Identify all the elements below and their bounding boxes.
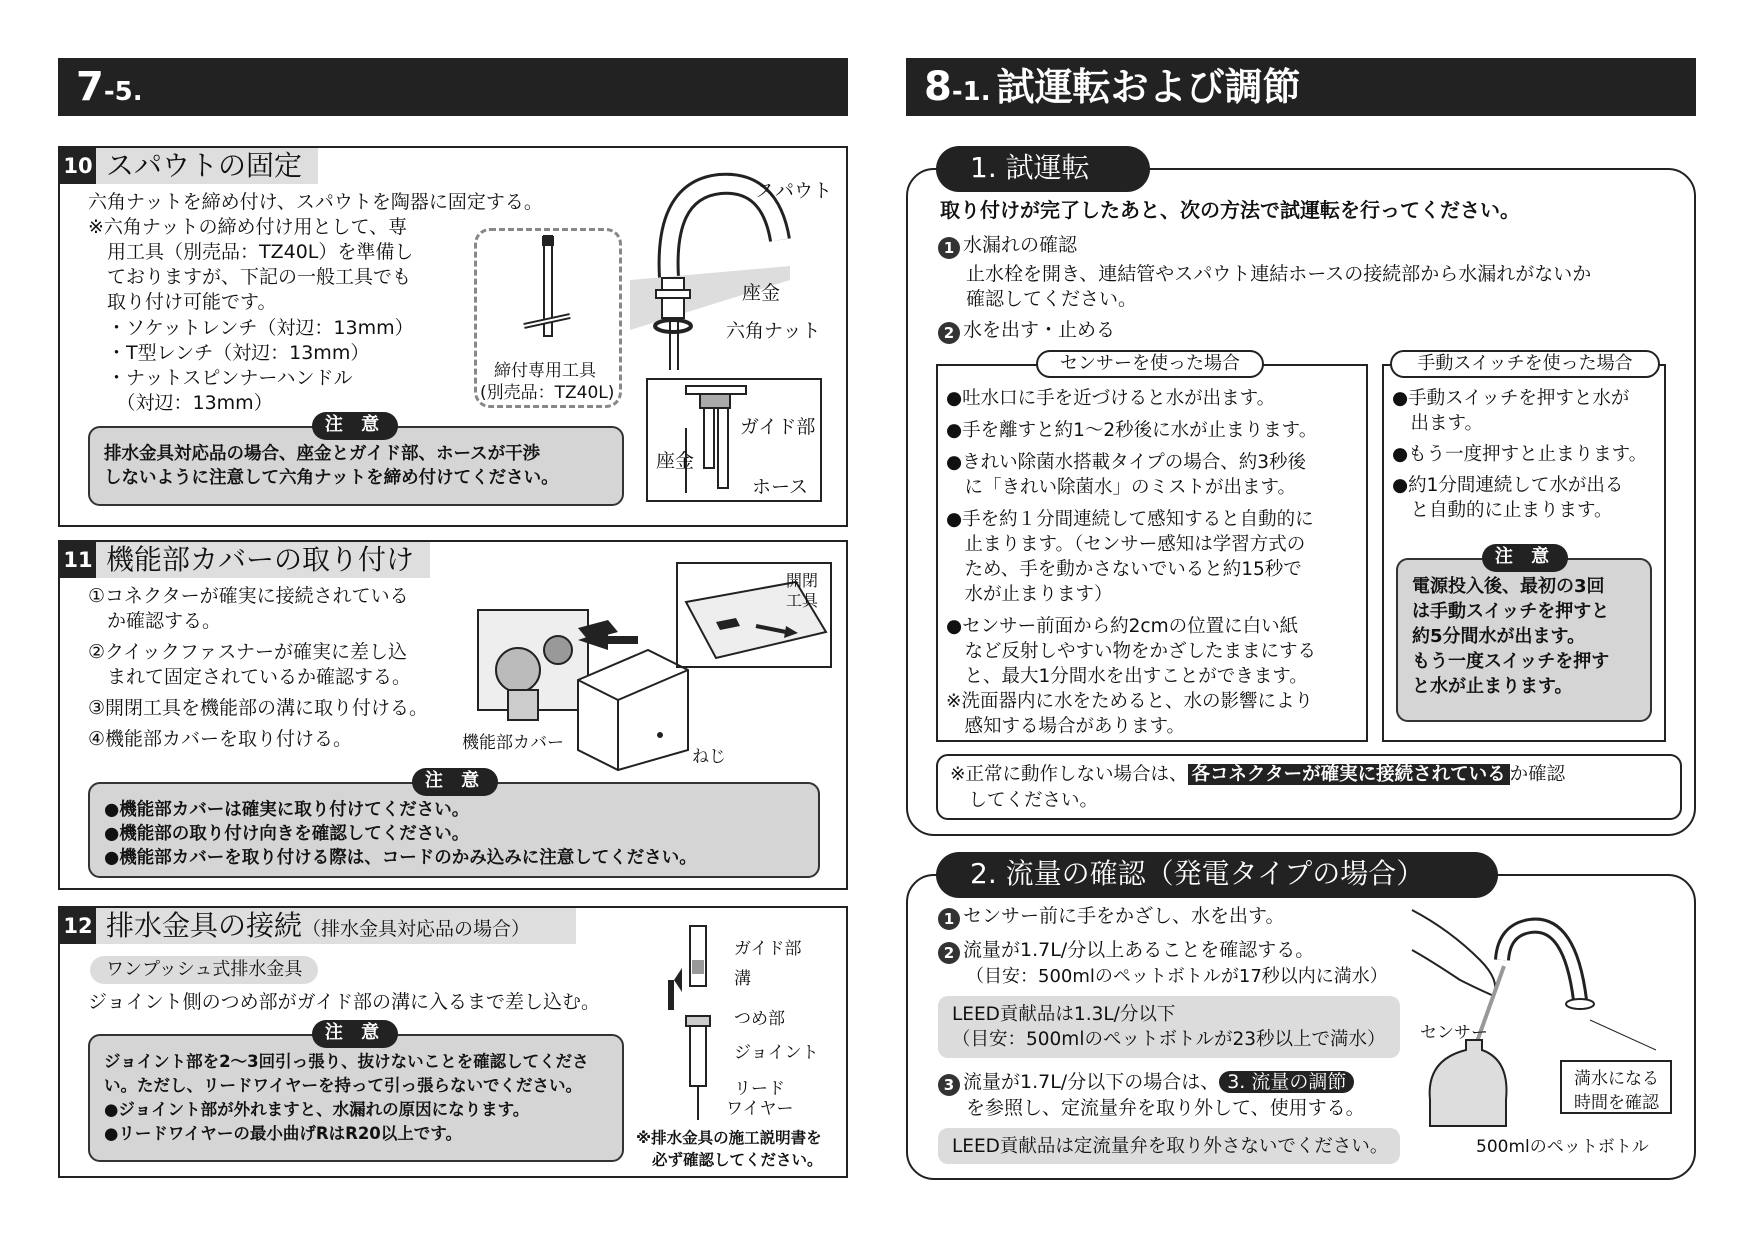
opening-tool-label-2: 工具 [786, 591, 819, 610]
manual-switch-caution [1396, 558, 1652, 722]
trial-step1-line: 止水栓を開き、連結管やスパウト連結ホースの接続部から水漏れがないか [966, 263, 1592, 285]
opening-tool-label-1: 開閉 [786, 571, 819, 590]
hex-nut-label: 六角ナット [726, 320, 821, 342]
s11-step: か確認する。 [88, 610, 222, 632]
flow-step2-text: 流量が1.7L/分以上あることを確認する。 [963, 939, 1315, 961]
trial-note-line2: してください。 [950, 790, 1099, 811]
manual-line: ●手動スイッチを押すと水が [1392, 388, 1630, 409]
leed-box-1 [938, 996, 1400, 1058]
flow-step3-post: を参照し、定流量弁を取り外して、使用する。 [966, 1097, 1365, 1119]
caution-line: 電源投入後、最初の3回 [1412, 576, 1605, 597]
drain-guide-label: ガイド部 [734, 939, 802, 959]
sensor-line: ●手を約１分間連続して感知すると自動的に [946, 509, 1314, 530]
drain-claw-label: つめ部 [734, 1009, 785, 1029]
s10-line: ・ソケットレンチ（対辺：13mm） [88, 317, 414, 339]
left-header-number: 7 [76, 64, 104, 110]
s10-line: 六角ナットを締め付け、スパウトを陶器に固定する。 [88, 191, 543, 213]
washer-label-2: 座金 [656, 450, 695, 472]
flow-check-pill: 2. 流量の確認（発電タイプの場合） [936, 852, 1498, 898]
sensor-line: ●センサー前面から約2cmの位置に白い紙 [946, 616, 1299, 637]
section-11-caution [88, 782, 820, 878]
trial-note-text: ※正常に動作しない場合は、 [950, 764, 1188, 785]
right-header-title: 試運転および調節 [996, 65, 1301, 109]
s11-step: ③開閉工具を機能部の溝に取り付ける。 [88, 697, 429, 719]
step2-title-text: 水を出す・止める [963, 319, 1116, 341]
trial-note-line1 [950, 762, 1565, 787]
leed-box-2: LEED貢献品は定流量弁を取り外さないでください。 [938, 1128, 1400, 1164]
s10-line: 取り付け可能です。 [88, 291, 277, 313]
section-12-title-sub: （排水金具対応品の場合） [302, 918, 531, 940]
function-cover-label: 機能部カバー [462, 733, 564, 753]
tool-label-sub: (別売品：TZ40L) [480, 383, 615, 403]
section-12-subtag: ワンプッシュ式排水金具 [90, 956, 318, 984]
manual-line: と自動的に止まります。 [1392, 500, 1613, 521]
caution-line: 約5分間水が出ます。 [1412, 626, 1586, 647]
s10-line: （対辺：13mm） [88, 392, 273, 414]
section-10-caution-label: 注 意 [312, 412, 398, 440]
right-header-suffix: -1. [951, 77, 991, 107]
manual-switch-tab: 手動スイッチを使った場合 [1390, 350, 1660, 378]
manual-switch-caution-label: 注 意 [1482, 544, 1568, 572]
trial-step1-line: 確認してください。 [966, 288, 1138, 310]
s11-step: ②クイックファスナーが確実に差し込 [88, 641, 407, 663]
trial-step2-title [938, 318, 1115, 344]
sensor-line: と、最大1分間水を出すことができます。 [946, 666, 1308, 687]
section-12-title: 排水金具の接続 [106, 909, 303, 942]
leed-line: LEED貢献品は1.3L/分以下 [952, 1004, 1176, 1025]
caution-line: は手動スイッチを押すと [1412, 601, 1610, 622]
sensor-line: ため、手を動かさないでいると約15秒で [946, 559, 1302, 580]
flow-step2-sub: （目安：500mlのペットボトルが17秒以内に満水） [966, 966, 1388, 987]
sensor-line: に「きれい除菌水」のミストが出ます。 [946, 477, 1297, 498]
sensor-line: ●手を離すと約1～2秒後に水が止まります。 [946, 420, 1318, 441]
caution-line: ●機能部カバーを取り付ける際は、コードのかみ込みに注意してください。 [104, 848, 697, 868]
caution-line: 排水金具対応品の場合、座金とガイド部、ホースが干渉 [104, 444, 541, 464]
s10-line: ※六角ナットの締め付け用として、専 [88, 216, 408, 238]
sensor-line: など反射しやすい物をかざしたままにする [946, 641, 1317, 662]
flow-step3-text: 流量が1.7L/分以下の場合は、 [963, 1071, 1220, 1093]
section-10-number: 10 [60, 148, 96, 184]
sensor-line: 水が止まります） [946, 584, 1113, 605]
sensor-line: ※洗面器内に水をためると、水の影響により [946, 691, 1314, 712]
washer-label: 座金 [742, 282, 781, 304]
section-12-heading [60, 908, 576, 944]
lead-wire-label-1: リード [734, 1079, 785, 1099]
pet-bottle-label: 500mlのペットボトル [1476, 1137, 1649, 1157]
caution-line: ●機能部カバーは確実に取り付けてください。 [104, 800, 470, 820]
left-header-bar [58, 58, 848, 116]
right-header-number: 8 [924, 64, 952, 110]
fill-time-label-1: 満水になる [1574, 1069, 1659, 1089]
sensor-line: ●吐水口に手を近づけると水が出ます。 [946, 388, 1276, 409]
caution-line: ●リードワイヤーの最小曲げRはR20以上です。 [104, 1124, 462, 1143]
trial-run-pill: 1. 試運転 [936, 146, 1150, 192]
section-12-number: 12 [60, 908, 96, 944]
manual-line: 出ます。 [1392, 413, 1484, 434]
section-12-caution-label: 注 意 [312, 1020, 398, 1048]
section-10-heading [60, 148, 318, 184]
s10-line: ておりますが、下記の一般工具でも [88, 266, 412, 288]
s11-step: ①コネクターが確実に接続されている [88, 585, 409, 607]
caution-line: い。ただし、リードワイヤーを持って引っ張らないでください。 [104, 1076, 583, 1095]
flow-adjust-reference[interactable]: 3. 流量の調節 [1219, 1071, 1354, 1093]
left-header-suffix: -5. [103, 77, 143, 107]
drain-groove-label: 溝 [734, 969, 751, 989]
caution-line: ●機能部の取り付け向きを確認してください。 [104, 824, 470, 844]
s10-line: 用工具（別売品：TZ40L）を準備し [88, 241, 414, 263]
section-11-caution-label: 注 意 [412, 768, 498, 796]
trial-note-highlight: 各コネクターが確実に接続されている [1188, 764, 1510, 785]
step-number-badge: 1 [938, 237, 960, 259]
hose-label: ホース [752, 476, 809, 498]
right-header-bar [906, 58, 1696, 116]
caution-line: もう一度スイッチを押す [1412, 651, 1610, 672]
sensor-line: ●きれい除菌水搭載タイプの場合、約3秒後 [946, 452, 1306, 473]
step-number-badge: 1 [938, 908, 960, 930]
section-11-title: 機能部カバーの取り付け [106, 543, 415, 576]
trial-step1-title [938, 233, 1077, 259]
s11-step: ④機能部カバーを取り付ける。 [88, 728, 353, 750]
caution-line: ジョイント部を2～3回引っ張り、抜けないことを確認してくださ [104, 1052, 589, 1071]
spout-label: スパウト [756, 180, 833, 202]
flow-step1-text: センサー前に手をかざし、水を出す。 [963, 905, 1285, 927]
flow-step3 [938, 1070, 1354, 1096]
tool-label: 締付専用工具 [494, 361, 596, 381]
fill-time-label-2: 時間を確認 [1574, 1093, 1659, 1113]
s11-step: まれて固定されているか確認する。 [88, 666, 412, 688]
trial-note-text: か確認 [1509, 764, 1566, 785]
manual-line: ●約1分間連続して水が出る [1392, 475, 1624, 496]
sensor-line: 感知する場合があります。 [946, 716, 1186, 737]
step1-title-text: 水漏れの確認 [963, 234, 1078, 256]
manual-line: ●もう一度押すと止まります。 [1392, 444, 1648, 465]
drain-note-1: ※排水金具の施工説明書を [636, 1129, 822, 1147]
section-12-caution [88, 1034, 624, 1162]
screw-label: ねじ [692, 747, 726, 767]
caution-line: ●ジョイント部が外れますと、水漏れの原因になります。 [104, 1100, 530, 1119]
drain-joint-label: ジョイント [734, 1043, 819, 1063]
drain-note-2: 必ず確認してください。 [652, 1151, 823, 1169]
section-11-heading [60, 542, 430, 578]
step-number-badge: 2 [938, 322, 960, 344]
s10-line: ・ナットスピンナーハンドル [88, 367, 353, 389]
s10-line: ・T型レンチ（対辺：13mm） [88, 342, 370, 364]
step-number-badge: 2 [938, 942, 960, 964]
guide-label: ガイド部 [740, 416, 816, 438]
step-number-badge: 3 [938, 1074, 960, 1096]
caution-line: と水が止まります。 [1412, 676, 1573, 697]
flow-step1 [938, 904, 1284, 930]
caution-line: しないように注意して六角ナットを締め付けてください。 [104, 468, 559, 488]
section-11-number: 11 [60, 542, 96, 578]
flow-step2 [938, 938, 1314, 964]
leed-line: （目安：500mlのペットボトルが23秒以上で満水） [952, 1029, 1386, 1050]
drain-joint-illustration [664, 920, 724, 1120]
lead-wire-label-2: ワイヤー [726, 1099, 794, 1119]
section-10-title: スパウトの固定 [106, 149, 303, 182]
flow-sensor-label: センサー [1420, 1023, 1488, 1043]
section-12-instruction: ジョイント側のつめ部がガイド部の溝に入るまで差し込む。 [88, 991, 601, 1013]
sensor-usage-tab: センサーを使った場合 [1036, 350, 1264, 378]
sensor-line: 止まります。（センサー感知は学習方式の [946, 534, 1306, 555]
trial-intro: 取り付けが完了したあと、次の方法で試運転を行ってください。 [940, 198, 1520, 222]
